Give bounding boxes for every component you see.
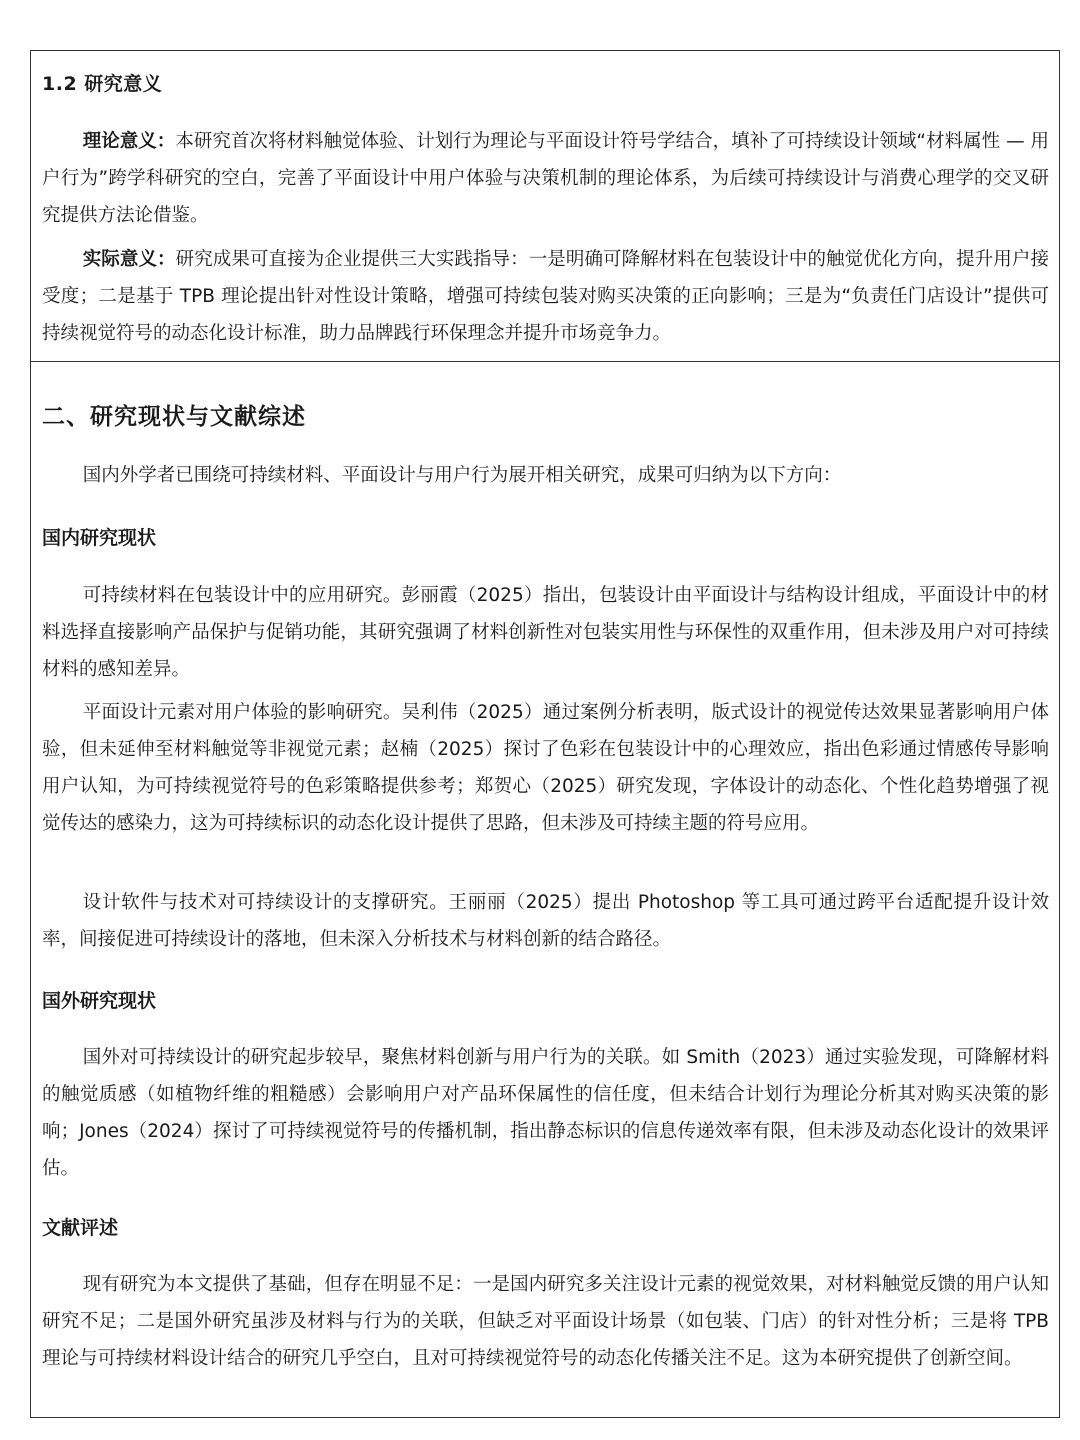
domestic-paragraph-2: 平面设计元素对用户体验的影响研究。吴利伟（2025）通过案例分析表明，版式设计的视觉传达效果显著影响用户体验，但未延伸至材料触觉等非视觉元素；赵楠（2025）探讨了色彩在包装设计中的心理效应，指出色彩通过情感传导影响用户认知，为可持续视觉符号的色彩策略提供参考；郑贺心（2025）研究发现，字体设计的动态化、个性化趋势增强了视觉传达的感染力，这为可持续标识的动态化设计提供了思路，但未涉及可持续主题的符号应用。 <box>42 702 1049 834</box>
domestic-paragraph-1: 可持续材料在包装设计中的应用研究。彭丽霞（2025）指出，包装设计由平面设计与结构设计组成，平面设计中的材料选择直接影响产品保护与促销功能，其研究强调了材料创新性对包装实用性与环保性的双重作用，但未涉及用户对可持续材料的感知差异。 <box>42 585 1049 680</box>
theory-text: 本研究首次将材料触觉体验、计划行为理论与平面设计符号学结合，填补了可持续设计领域“材料属性 — 用户行为”跨学科研究的空白，完善了平面设计中用户体验与决策机制的理论体系，为后续可持续设计与消费心理学的交叉研究提供方法论借鉴。 <box>42 131 1049 226</box>
foreign-title: 国外研究现状 <box>42 990 157 1012</box>
theory-significance-paragraph <box>42 123 1049 234</box>
theory-label: 理论意义： <box>82 131 176 152</box>
review-title: 文献评述 <box>42 1217 119 1239</box>
review-paragraph-1: 现有研究为本文提供了基础，但存在明显不足：一是国内研究多关注设计元素的视觉效果，对材料触觉反馈的用户认知研究不足；二是国外研究虽涉及材料与行为的关联，但缺乏对平面设计场景（如包装、门店）的针对性分析；三是将 TPB 理论与可持续材料设计结合的研究几乎空白，且对可持续视觉符号的动态化传播关注不足。这为本研究提供了创新空间。 <box>42 1274 1049 1369</box>
section-intro: 国内外学者已围绕可持续材料、平面设计与用户行为展开相关研究，成果可归纳为以下方向： <box>82 465 842 486</box>
document-frame <box>30 50 1060 1418</box>
domestic-title: 国内研究现状 <box>42 527 157 549</box>
significance-heading: 1.2 研究意义 <box>42 73 163 95</box>
significance-box <box>31 51 1059 362</box>
practice-significance-paragraph <box>42 241 1049 352</box>
foreign-paragraph-1: 国外对可持续设计的研究起步较早，聚焦材料创新与用户行为的关联。如 Smith（2023）通过实验发现，可降解材料的触觉质感（如植物纤维的粗糙感）会影响用户对产品环保属性的信任度，但未结合计划行为理论分析其对购买决策的影响；Jones（2024）探讨了可持续视觉符号的传播机制，指出静态标识的信息传递效率有限，但未涉及动态化设计的效果评估。 <box>42 1047 1049 1179</box>
domestic-paragraph-3: 设计软件与技术对可持续设计的支撑研究。王丽丽（2025）提出 Photoshop 等工具可通过跨平台适配提升设计效率，间接促进可持续设计的落地，但未深入分析技术与材料创新的结合路径。 <box>42 892 1049 950</box>
section-title: 二、研究现状与文献综述 <box>42 404 306 430</box>
practice-text: 研究成果可直接为企业提供三大实践指导：一是明确可降解材料在包装设计中的触觉优化方向，提升用户接受度；二是基于 TPB 理论提出针对性设计策略，增强可持续包装对购买决策的正向影响；三是为“负责任门店设计”提供可持续视觉符号的动态化设计标准，助力品牌践行环保理念并提升市场竞争力。 <box>42 249 1049 344</box>
practice-label: 实际意义： <box>82 249 176 270</box>
